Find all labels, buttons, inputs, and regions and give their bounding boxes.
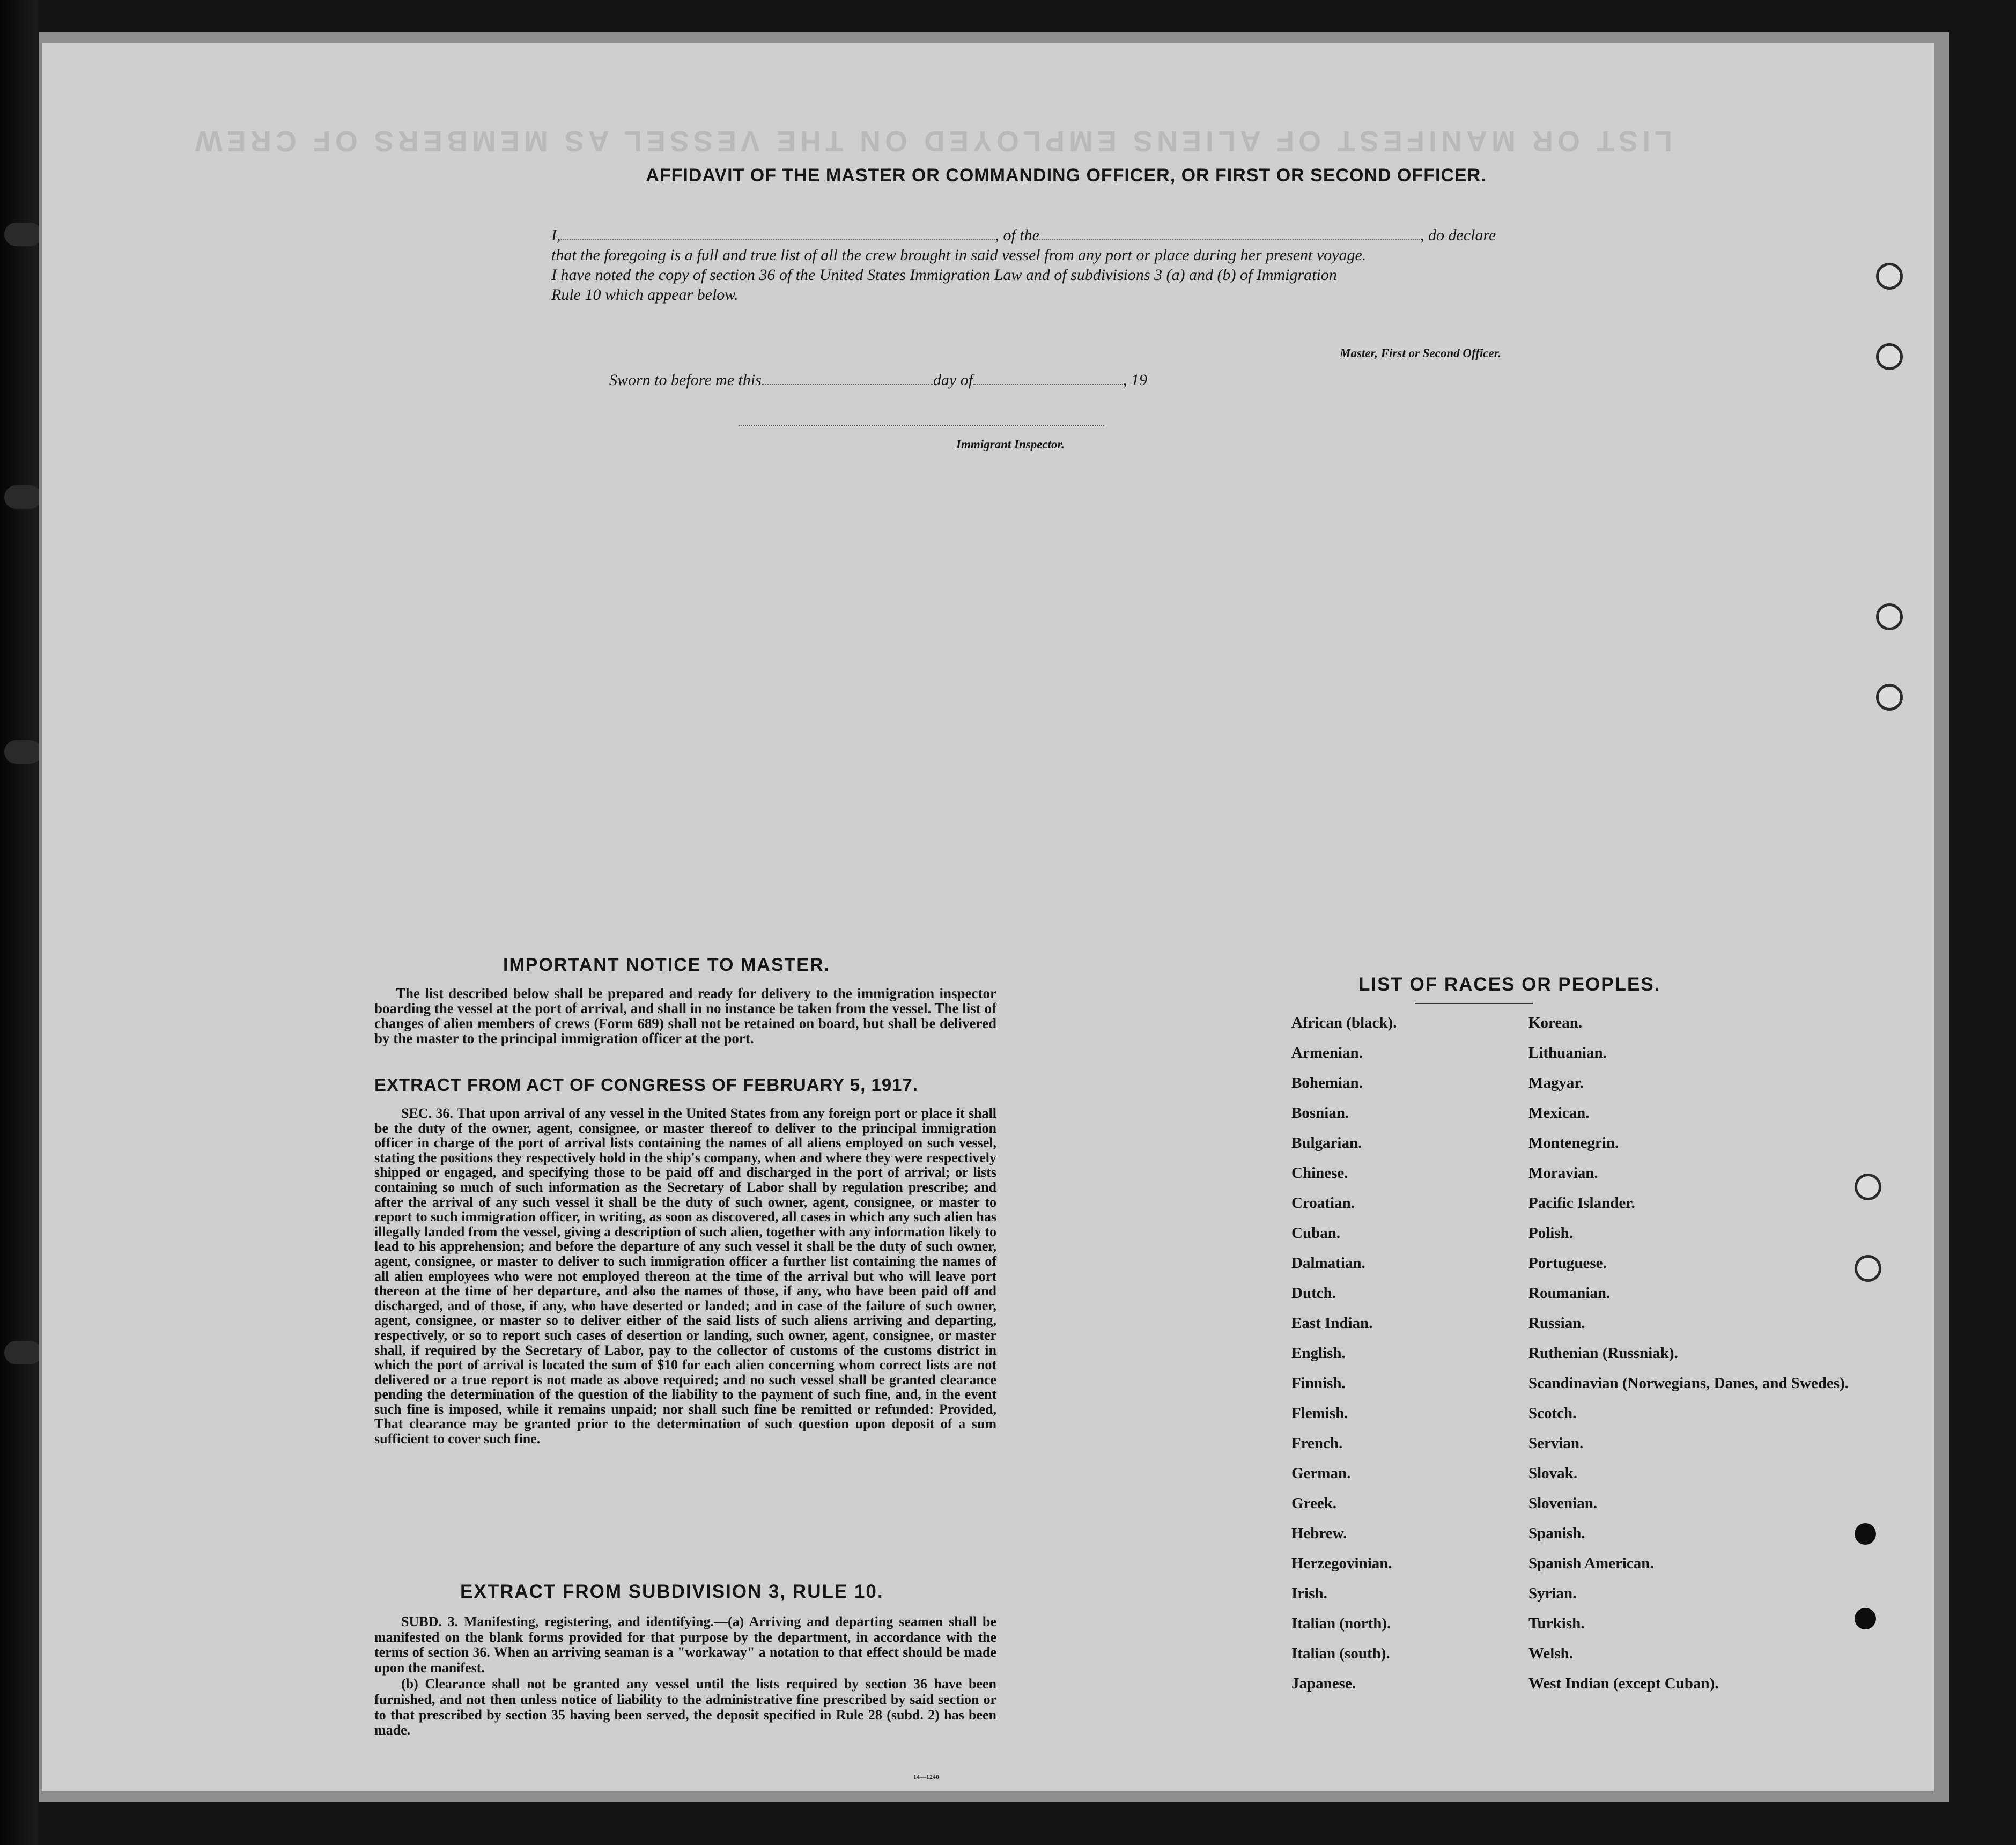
notice-title: IMPORTANT NOTICE TO MASTER.: [503, 955, 830, 975]
race-item: Japanese.: [1291, 1675, 1356, 1692]
year-text: , 19: [1123, 371, 1148, 389]
race-item: Slovenian.: [1528, 1495, 1598, 1512]
race-item: Turkish.: [1528, 1615, 1585, 1632]
race-item: Roumanian.: [1528, 1285, 1611, 1302]
race-item: Scandinavian (Norwegians, Danes, and Swedes).: [1528, 1375, 1849, 1392]
race-item: Pacific Islander.: [1528, 1194, 1635, 1212]
affidavit-line-4: Rule 10 which appear below.: [551, 286, 739, 304]
race-item: Bohemian.: [1291, 1074, 1363, 1091]
race-item: Portuguese.: [1528, 1254, 1607, 1272]
signature-label: Master, First or Second Officer.: [1340, 346, 1502, 360]
affidavit-i: I,: [551, 226, 561, 244]
sworn-text: Sworn to before me this: [609, 371, 762, 389]
race-item: Hebrew.: [1291, 1525, 1347, 1542]
inspector-label: Immigrant Inspector.: [956, 438, 1065, 451]
rule-subd-b: (b) Clearance shall not be granted any vessel until the lists required by section 36 have been furnished, and not then unless notice of liability to the administrative fine prescribed by said section or to that prescribed by section 35 having been served, the deposit specified in Rule 28 (subd. 2) has been made.: [374, 1676, 996, 1738]
punch-hole: [1855, 1174, 1881, 1200]
month-blank: [973, 372, 1123, 385]
race-item: Finnish.: [1291, 1375, 1346, 1392]
race-item: Herzegovinian.: [1291, 1555, 1392, 1572]
binder-clip: [4, 223, 42, 246]
race-item: Welsh.: [1528, 1645, 1573, 1662]
binder-clip: [4, 1341, 42, 1364]
inspector-signature-line: [739, 425, 1104, 426]
race-item: Irish.: [1291, 1585, 1327, 1602]
races-title-rule: [1415, 1003, 1533, 1004]
race-item: Bosnian.: [1291, 1104, 1349, 1121]
races-right-column: [1528, 1015, 1849, 1706]
race-item: Greek.: [1291, 1495, 1337, 1512]
races-title: LIST OF RACES OR PEOPLES.: [1358, 974, 1661, 995]
race-item: Dalmatian.: [1291, 1254, 1365, 1272]
punch-hole: [1876, 343, 1903, 370]
binder-clip: [4, 485, 42, 509]
affidavit-of-the: , of the: [995, 226, 1039, 244]
punch-hole: [1855, 1608, 1876, 1629]
rule-subd-a: SUBD. 3. Manifesting, registering, and identifying.—(a) Arriving and departing seamen shall be manifested on the blank forms provided for that purpose by the department, in accordance with the terms of section 36. When an arriving seaman is a "workaway" a notation to that effect should be made upon the manifest.: [374, 1614, 996, 1676]
race-item: Polish.: [1528, 1224, 1573, 1242]
races-left-column: [1291, 1015, 1397, 1706]
punch-hole: [1876, 263, 1903, 290]
affidavit-line-3: I have noted the copy of section 36 of the United States Immigration Law and of subdivisions 3 (a) and (b) of Immigration: [551, 266, 1337, 284]
race-item: East Indian.: [1291, 1315, 1373, 1332]
race-item: Scotch.: [1528, 1405, 1577, 1422]
day-of-text: day of: [933, 371, 973, 389]
race-item: English.: [1291, 1345, 1346, 1362]
rule-title: EXTRACT FROM SUBDIVISION 3, RULE 10.: [460, 1581, 884, 1602]
punch-hole: [1876, 684, 1903, 711]
race-item: Croatian.: [1291, 1194, 1355, 1212]
punch-hole: [1855, 1523, 1876, 1545]
scan-left-edge: [0, 0, 38, 1845]
race-item: Chinese.: [1291, 1164, 1348, 1182]
act-body: [374, 1106, 996, 1447]
race-item: Mexican.: [1528, 1104, 1590, 1121]
affidavit-line-1: [551, 225, 1581, 245]
race-item: Italian (north).: [1291, 1615, 1391, 1632]
race-item: Korean.: [1528, 1014, 1583, 1031]
affidavit-title: AFFIDAVIT OF THE MASTER OR COMMANDING OFFICER, OR FIRST OR SECOND OFFICER.: [646, 165, 1487, 186]
punch-hole: [1855, 1255, 1881, 1282]
rule-body: [374, 1614, 996, 1739]
race-item: African (black).: [1291, 1014, 1397, 1031]
act-section-36: SEC. 36. That upon arrival of any vessel in the United States from any foreign port or place it shall be the duty of the owner, agent, consignee, or master thereof to deliver to the principal immigration officer in charge of the port of arrival lists containing the names of all aliens employed on such vessel, stating the positions they respectively hold in the ship's company, when and where they were respectively shipped or engaged, and specifying those to be paid off and discharged in the port of arrival; or lists containing so much of such information as the Secretary of Labor shall by regulation prescribe; and after the arrival of any such vessel it shall be the duty of such owner, agent, consignee, or master to report to such immigration officer, in writing, as soon as discovered, all cases in which any such alien has illegally landed from the vessel, giving a description of such alien, together with any information likely to lead to his apprehension; and before the departure of any such vessel it shall be the duty of such owner, agent, consignee, or master to deliver to such immigration officer a further list containing the names of all alien employees who were not employed thereon at the time of the arrival but who will leave port thereon at the time of her departure, and also the names of those, if any, who have been paid off and discharged, and of those, if any, who have deserted or landed; and in case of the failure of such owner, agent, consignee, or master so to deliver either of the said lists of such aliens arriving and departing, respectively, or so to report such cases of desertion or landing, such owner, agent, consignee, or master shall, if required by the Secretary of Labor, pay to the collector of customs of the customs district in which the port of arrival is located the sum of $10 for each alien concerning whom correct lists are not delivered or a true report is not made as above required; and no such vessel shall be granted clearance pending the determination of the question of the liability to the payment of such fine, and, in the event such fine is imposed, while it remains unpaid; nor shall such fine be remitted or refunded: Provided, That clearance may be granted prior to the determination of such question upon deposit of a sum sufficient to cover such fine.: [374, 1105, 996, 1447]
name-blank: [561, 227, 995, 240]
binder-clip: [4, 740, 42, 764]
race-item: Syrian.: [1528, 1585, 1577, 1602]
bleed-through-title: LIST OR MANIFEST OF ALIENS EMPLOYED ON THE VESSEL AS MEMBERS OF CREW: [190, 125, 1672, 157]
punch-hole: [1876, 603, 1903, 630]
race-item: Spanish American.: [1528, 1555, 1654, 1572]
affidavit-line-2: that the foregoing is a full and true list of all the crew brought in said vessel from any port or place during her present voyage.: [551, 246, 1367, 264]
race-item: Armenian.: [1291, 1044, 1363, 1061]
race-item: Italian (south).: [1291, 1645, 1390, 1662]
race-item: Magyar.: [1528, 1074, 1584, 1091]
race-item: Montenegrin.: [1528, 1134, 1619, 1152]
race-item: Spanish.: [1528, 1525, 1585, 1542]
affidavit-declare: , do declare: [1420, 226, 1496, 244]
race-item: Flemish.: [1291, 1405, 1348, 1422]
race-item: West Indian (except Cuban).: [1528, 1675, 1719, 1692]
race-item: Servian.: [1528, 1435, 1584, 1452]
affidavit-body: [551, 225, 1581, 305]
race-item: Bulgarian.: [1291, 1134, 1362, 1152]
race-item: Cuban.: [1291, 1224, 1341, 1242]
form-number: 14—1240: [913, 1773, 939, 1781]
race-item: French.: [1291, 1435, 1343, 1452]
notice-paragraph: The list described below shall be prepared and ready for delivery to the immigration inspector boarding the vessel at the port of arrival, and shall in no instance be taken from the vessel. The list of changes of alien members of crews (Form 689) shall not be retained on board, but shall be delivered by the master to the principal immigration officer at the port.: [374, 985, 997, 1046]
race-item: Slovak.: [1528, 1465, 1578, 1482]
race-item: Moravian.: [1528, 1164, 1598, 1182]
day-blank: [762, 372, 933, 385]
vessel-blank: [1039, 227, 1420, 240]
race-item: Russian.: [1528, 1315, 1585, 1332]
document-page: [42, 43, 1934, 1791]
race-item: Dutch.: [1291, 1285, 1336, 1302]
act-title: EXTRACT FROM ACT OF CONGRESS OF FEBRUARY 5, 1917.: [374, 1075, 919, 1095]
race-item: Lithuanian.: [1528, 1044, 1607, 1061]
notice-body: [374, 986, 996, 1046]
race-item: Ruthenian (Russniak).: [1528, 1345, 1678, 1362]
sworn-line: [609, 371, 1147, 389]
race-item: German.: [1291, 1465, 1351, 1482]
